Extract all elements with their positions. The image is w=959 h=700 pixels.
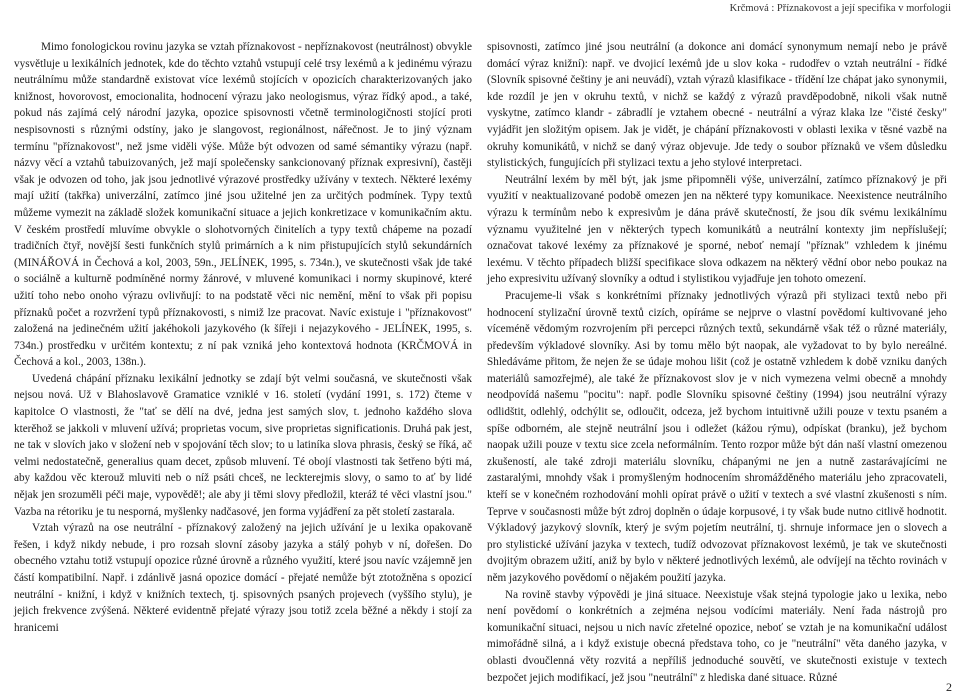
paragraph: Pracujeme-li však s konkrétními příznaky jednotlivých výrazů při stylizaci textů nebo při hodnocení stylizační úrovně textů cizích, opíráme se nejprve o vlastní povědomí kultivované jeho víceméně vědomým rozvrojením při percepci různých textů, sekundárně však též o různé materiály, především výkladové slovníky. Asi by tomu mělo být naopak, ale vyžadovat to by bylo nereálné. Shledáváme přitom, že nejen že se údaje mohou lišit (což je ostatně vzhledem k době vzniku daných materiálů samozřejmé), ale také že příznakovost slov je v nich vymezena velmi obecně a mnohdy neodpovídá našemu "pocitu": např. podle Slovníku spisovné češtiny (1994) jsou neutrální výrazy odlidštit, odlehlý, odchýlit se, odloučit, odceza, jež bychom intuitivně užili pouze v textu psaném a spíše odborném, ale stejně neutrální jsou i odležet (kážou rýmu), odpískat (branku), jež bychom naopak užili pouze v textu sice zcela neformálním. Tento rozpor může být dán naší vlastní omezenou zkušeností, ale také zdroji materiálu slovníku, chápanými ne jen a nutně zastarávajícími ne zastaralými, mnohdy však i promyšleným hodnocením shromážděného materiálu jeho zpracovateli, kteří se v konečném rozhodování mohli opírat právě o užití v textech a své vlastní zkušenosti s ním. Teprve v současnosti může být zdroj doplněn o údaje korpusové, i ty však bude nutno citlivě hodnotit. Výkladový jazykový slovník, který je svým pojetím neutrální, tj. shrnuje informace jen o slovech a pro stylistické užívání jazyka v textech, tudíž odvozovat příznakovost lexémů, je tak ve skutečnosti dvojitým obrazem užití, aniž by bylo v některé jednotlivých lexémů, ale odvíjejí na těchto rovinách v něm jazykového povědomí o nějakém použití jazyka. — [487, 289, 947, 584]
running-head: Krčmová : Příznakovost a její specifika v morfologii — [729, 3, 951, 14]
right-column — [487, 39, 947, 686]
paragraph: Mimo fonologickou rovinu jazyka se vztah příznakovost - nepříznakovost (neutrálnost) obvykle vysvětluje u lexikálních jednotek, kde do těchto vztahů vstupují celé trsy lexémů a k jedinému výrazu neutrálnímu může standardně existovat více lexémů stojících v opozicích charakterizovaných jako knižnost, hovorovost, emocionalita, hodnocení výrazu jako neologismus, výraz řídký apod., a také, pokud nás zajímá celý národní jazyka, opozice spisovnosti včetně terminologičnosti stojící proti nespisovnosti s různými odstíny, jako je slangovost, regionálnost, nářečnost. Je to jiný význam termínu "příznakovost", než jsme viděli výše. Může být odvozen od samé sémantiky výrazu (např. názvy věcí a vztahů tabuizovaných, jež mají společensky sankcionovaný příznak expresivní), častěji však je odvozen od toho, jak jsou jednotlivé výrazové prostředky užívány v textech. Některé lexémy mají užití (takřka) univerzální, zatímco jiné jsou užitelné jen za určitých podmínek. Typy textů můžeme vymezit na základě složek komunikační situace a jejich konkretizace v komunikačním aktu. V českém prostředí mluvíme obvykle o slohotvorných činitelích a typy textů chápeme na pozadí tradičních čtyř, novější šesti funkčních stylů primárních a k nim přistupujících stylů sekundárních (MINÁŘOVÁ in Čechová a kol, 2003, 59n., JELÍNEK, 1995, s. 734n.), ve skutečnosti však jde také o sociálně a kulturně podmíněné normy žánrové, v mluvené komunikaci i normy skupinové, které užití toho nebo onoho výrazu ovlivňují: to na podstatě věci nic nemění, mění to však při popisu příznaků počet a rozvržení typů příznakovosti, s nimiž lze pracovat. Navíc existuje i "příznakovost" založená na jedinečném užití jakéhokoli jazykového (k šířeji i nejazykového - JELÍNEK, 1995, s. 734n.) prostředku v určitém kontextu; z ní pak vzniká jeho kontextová hodnota (KRČMOVÁ in Čechová a kol., 2003, 138n.). — [14, 41, 472, 369]
paragraph: Neutrální lexém by měl být, jak jsme připomněli výše, univerzální, zatímco příznakový je při využití v neaktualizované podobě omezen jen na některé typy komunikace. Neexistence neutrálního výrazu k termínům nebo k expresivům je dána právě skutečností, že jsou dík svému lexikálnímu významu využitelné jen v některých typech komunikátů a neutrální kontexty jim nepříslušejí; označovat takové lexémy za příznakové je sporné, neboť nemají "příznak" vzhledem k jinému lexému. V těchto případech bližší specifikace slova odkazem na některý vědní obor nebo poukaz na jeho expresivitu užívaný slovníky a odtud i stylistikou vyjadřuje jen tohoto omezení. — [487, 173, 947, 286]
paragraph: Uvedená chápání příznaku lexikální jednotky se zdají být velmi současná, ve skutečnosti však nejsou nová. Už v Blahoslavově Gramatice vzniklé v 16. století (vydání 1991, s. 172) čteme v kapitolce O vlastnosti, že "tať se dělí na dvé, jedna jest samých slov, t. jednoho každého slova kterěhož se jakkoli v mluvení užívá; proprietas vocum, sive proprietas significationis. Druhá pak jest, ne tak v slovích jako v složení neb v spojování těch slov; to u latiníka slova phrasis, český se říká, ač velmi nedostatečně, generalius quam decet, způsob mluvení. Té obojí vlastnosti tak šetřeno býti má, aby každou věc kterouž mluviti neb o níž psáti chceš, ne leckterejmis slovy, o samo to ať by lidé nějak jen srozuměli péči maje, vypovědě!; ale aby ji těmi slovy předložil, kteráž té věci vlastní jsou." Vazba na rétoriku je tu nesporná, myšlenky nadčasové, jen forma vyjádření za pět století zastarala. — [14, 372, 472, 518]
left-column — [14, 39, 472, 636]
paragraph: Na rovině stavby výpovědi je jiná situace. Neexistuje však stejná typologie jako u lexika, nebo není povědomí o konkrétních a zejména nejsou vodícími materiály. Není řada nástrojů pro komunikační situaci, nejsou u nich navíc zřetelné opozice, neboť se vztah je na komunikační událost mimořádně silná, a i když existuje obecná představa toho, co je "neutrální" věta daného jazyka, v oblasti dvoučlenná věty rozvitá a nepříliš jednoduché souvětí, ve skutečnosti existuje v textech bezpočet jejich modifikací, jež jsou "neutrální" z hlediska dané situace. Různé — [487, 588, 947, 684]
page-number: 2 — [946, 680, 952, 694]
paragraph: Vztah výrazů na ose neutrální - příznakový založený na jejich užívání je u lexika opakovaně řešen, i když nikdy nebude, i pro rozsah slovní zásoby jazyka a stálý pohyb v ní, dořešen. Do obecného vztahu totiž vstupují opozice různé úrovně a různého využití, které jsou navíc vzájemně jen částí kompatibilní. Např. i zdánlivě jasná opozice domácí - přejaté nemůže být ztotožněna s opozicí neutrální - knižní, i když v knižních textech, tj. spisovných psaných projevech (vyššího stylu), je jejich frekvence zvýšená. Některé evidentně přejaté výrazy jsou totiž zcela běžné a někdy i stojí za hranicemi — [14, 522, 472, 634]
paragraph: spisovnosti, zatímco jiné jsou neutrální (a dokonce ani domácí synonymum nemají nebo je právě domácí výraz knižní): např. ve dvojicí lexémů jde u slov koka - rudodřev o vztah neutrální - řídké (Slovník spisovné češtiny je ani neuvádí), vztah výrazů klasifikace - třídění lze chápat jako synonymii, kde rozdíl je jen v okruhu textů, v nichž se každý z výrazů pravděpodobně, nikoli však nutně vyskytne, zatímco klandr - zábradlí je vztahem obecné - neutrální a výraz klaka lze "čisté česky" vyjádřit jen složitým opisem. Jak je vidět, je chápání příznakovosti v oblasti lexika v těsné vazbě na okruhy komunikátů, v nichž se daný výraz objevuje. Jde tedy o soubor příznaků ve všem důsledku stylistických, fungujících při stylizaci textu a jeho stylové interpretaci. — [487, 41, 947, 170]
